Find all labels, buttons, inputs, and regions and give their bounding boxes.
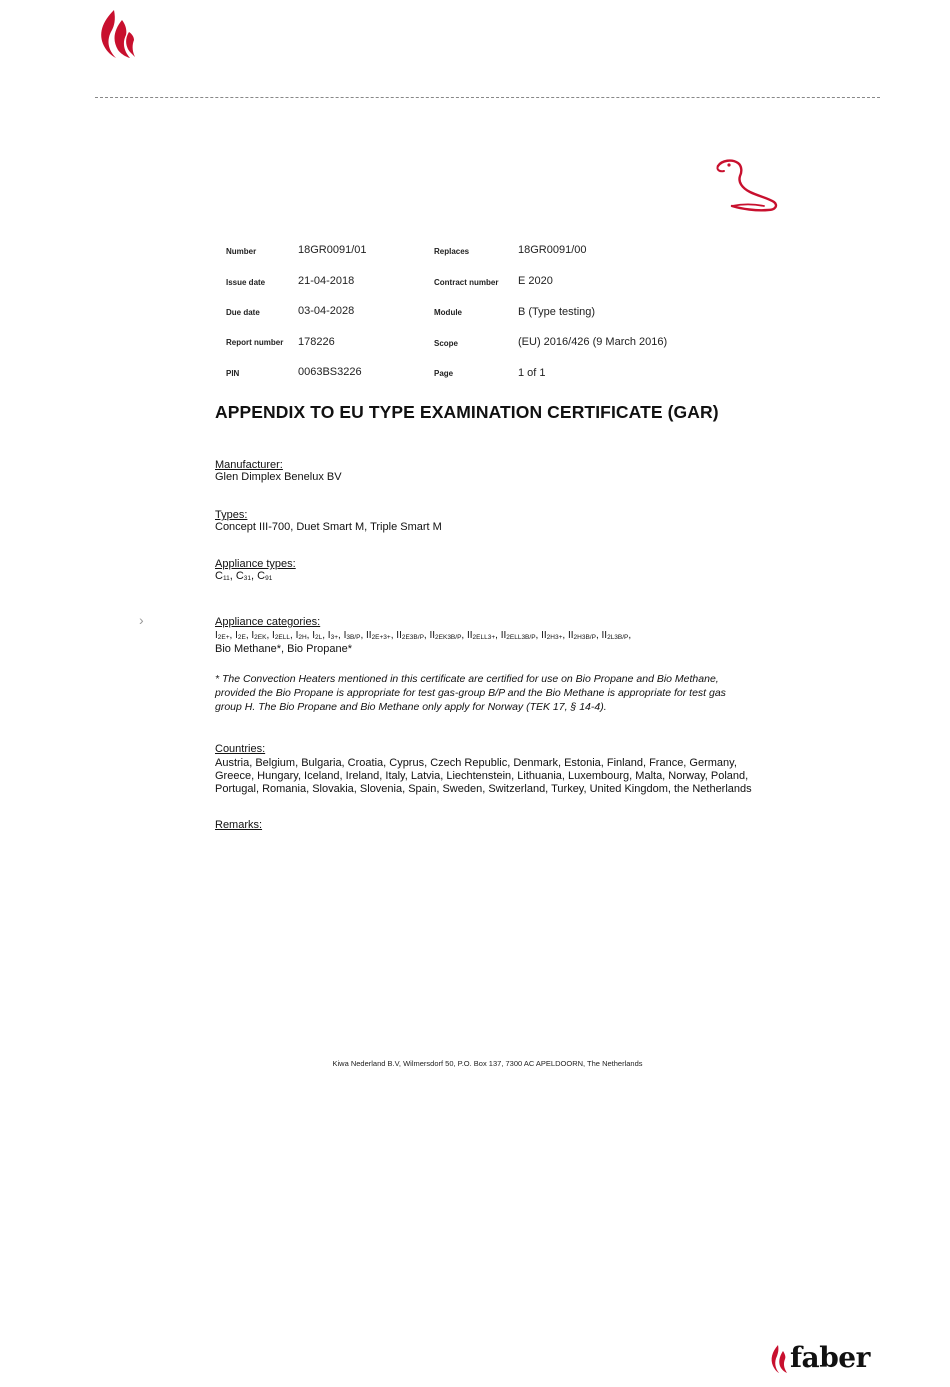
appliance-type-item: $C_{11}$, xyxy=(215,570,236,582)
report-number-label: Report number xyxy=(226,338,284,347)
certificate-note: * The Convection Heaters mentioned in this certificate are certified for use on Bio Propane and Bio Methane, provided the Bio Propane is appropriate for test gas-group B/P and the Bio Methane is appropriate for test gas group H. The Bio Propane and Bio Methane only apply for Norway (TEK 17, § 14-4). xyxy=(215,673,726,713)
faber-logo xyxy=(768,1340,878,1378)
appliance-category-item: $II_{2E3B/P}$, xyxy=(396,630,430,641)
module-value: B (Type testing) xyxy=(518,306,596,318)
appliance-category-item: $I_{3B/P}$, xyxy=(343,630,366,641)
appliance-category-item: $I_{2EK}$, xyxy=(251,630,273,641)
appliance-category-item: $II_{2ELL3B/P}$, xyxy=(500,630,542,641)
appliance-category-item: $II_{2EK3B/P}$, xyxy=(429,630,467,641)
page-value: 1 of 1 xyxy=(518,367,546,379)
appliance-category-item: $II_{2H3+}$, xyxy=(541,630,568,641)
header-divider xyxy=(95,97,880,98)
appliance-category-item: $I_{2ELL}$, xyxy=(272,630,296,641)
document-title: APPENDIX TO EU TYPE EXAMINATION CERTIFICATE (GAR) xyxy=(215,402,719,422)
due-date-label: Due date xyxy=(226,308,260,317)
appliance-types-label: Appliance types: xyxy=(215,558,296,570)
appliance-type-item: $C_{31}$, xyxy=(235,570,258,582)
issue-date-value: 21-04-2018 xyxy=(298,275,355,287)
appliance-categories-label: Appliance categories: xyxy=(215,616,321,628)
manufacturer-label: Manufacturer: xyxy=(215,459,283,471)
appliance-types-list xyxy=(215,570,272,585)
countries-list: Austria, Belgium, Bulgaria, Croatia, Cyprus, Czech Republic, Denmark, Estonia, Finland, France, Germany, Greece, Hungary, Iceland, Ireland, Italy, Latvia, Liechtenstein, Lithuania, Luxembourg, Malta, Norway, Poland, Portugal, Romania, Slovakia, Slovenia, Spain, Sweden, Switzerland, Turkey, United Kingdom, the Netherlands xyxy=(215,757,752,795)
issue-date-label: Issue date xyxy=(226,278,266,287)
contract-number-label: Contract number xyxy=(434,278,499,287)
number-label: Number xyxy=(226,247,257,256)
appliance-category-item: $II_{2L3B/P}$, xyxy=(601,630,632,641)
appliance-categories-list xyxy=(215,629,775,644)
number-value: 18GR0091/01 xyxy=(298,244,367,256)
appliance-type-item: $C_{91}$ xyxy=(257,570,273,582)
appliance-category-item: $I_{2E+}$, xyxy=(215,630,236,641)
appliance-category-item: $II_{2E+3+}$, xyxy=(366,630,397,641)
page-label: Page xyxy=(434,369,454,378)
scope-label: Scope xyxy=(434,339,459,348)
replaces-label: Replaces xyxy=(434,247,470,256)
countries-label: Countries: xyxy=(215,743,266,755)
module-label: Module xyxy=(434,308,462,317)
scope-value: (EU) 2016/426 (9 March 2016) xyxy=(518,336,668,348)
flame-logo-icon xyxy=(94,8,136,60)
appliance-category-item: $I_{2E}$, xyxy=(235,630,252,641)
appliance-category-item: $I_{2H}$, xyxy=(295,630,313,641)
report-number-value: 178226 xyxy=(298,336,335,348)
pin-value: 0063BS3226 xyxy=(298,366,362,378)
faber-wordmark: faber xyxy=(790,1341,870,1374)
pin-label: PIN xyxy=(226,369,240,378)
contract-number-value: E 2020 xyxy=(518,275,553,287)
remarks-label: Remarks: xyxy=(215,819,263,831)
types-label: Types: xyxy=(215,509,248,521)
appliance-category-item: $II_{2ELL3+}$, xyxy=(466,630,501,641)
appliance-category-item: $I_{2L}$, xyxy=(312,630,328,641)
footer-address: Kiwa Nederland B.V, Wilmersdorf 50, P.O. Box 137, 7300 AC APELDOORN, The Netherlands xyxy=(332,1059,643,1068)
faber-flame-icon xyxy=(768,1344,790,1374)
kiwa-logo-icon xyxy=(712,156,782,214)
appliance-categories-bio: Bio Methane*, Bio Propane* xyxy=(215,643,352,655)
due-date-value: 03-04-2028 xyxy=(298,305,355,317)
manufacturer-value: Glen Dimplex Benelux BV xyxy=(215,471,342,483)
appliance-category-item: $II_{2H3B/P}$, xyxy=(567,630,602,641)
types-value: Concept III-700, Duet Smart M, Triple Smart M xyxy=(215,521,442,533)
replaces-value: 18GR0091/00 xyxy=(518,244,587,256)
chevron-right-icon[interactable]: › xyxy=(139,612,144,628)
appliance-category-item: $I_{3+}$, xyxy=(327,630,344,641)
